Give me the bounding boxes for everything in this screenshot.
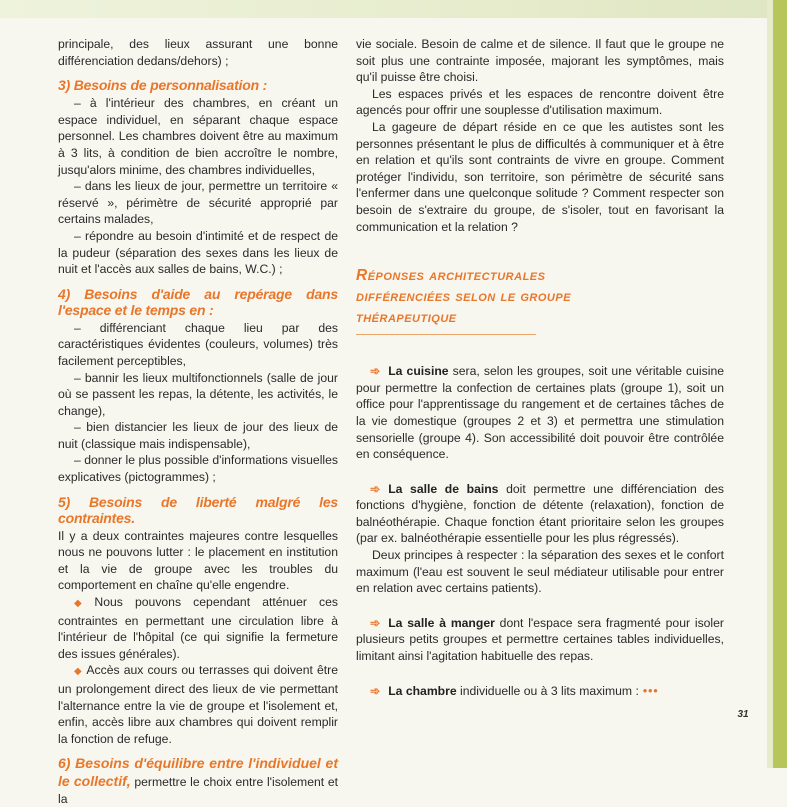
arrow-icon: ➾ (370, 481, 381, 496)
para-bains: ➾ La salle de bains doit permettre une différenciation des fonctions d'hygiène, fonction de détente (relaxation), fonction de balnéothérapie. Chaque fonction étant prioritaire selon les groupes (par ex. balnéothérapie essentielle pour les plus régressés). (356, 481, 724, 546)
para-6: 6) Besoins d'équilibre entre l'individuel et le collectif, permettre le choix entre l'isolement et la (58, 755, 338, 806)
para-3b: – dans les lieux de jour, permettre un territoire « réservé », périmètre de sécurité approprié par certains malades, (58, 179, 338, 227)
page-edge-band (773, 0, 787, 768)
para-3a: – à l'intérieur des chambres, en créant un espace individuel, en séparant chaque espace personnel. Les chambres doivent être au maximum à 3 lits, à condition de bien accroître le nombre, jusqu'alors minime, des chambres individuelles, (58, 96, 338, 177)
para-cuisine: ➾ La cuisine sera, selon les groupes, soit une véritable cuisine pour permettre la confection de certaines plats (groupe 1), soit un office pour l'apprentissage du rangement et de certaines tâches de la vie domestique (groupes 2 et 3) et permettra une stimulation sensorielle (groupe 4). Son accessibilité doit pouvoir être contrôlée en conséquence. (356, 364, 724, 462)
para-chambre: ➾ La chambre individuelle ou à 3 lits maximum : ••• (370, 683, 659, 698)
right-column (356, 36, 724, 699)
heading-reperage: 4) Besoins d'aide au repérage dans l'espace et le temps en : (58, 285, 338, 318)
diamond-bullet-icon: ◆ (74, 598, 91, 610)
left-column (58, 36, 338, 807)
top-strip (0, 0, 787, 18)
heading-personnalisation: 3) Besoins de personnalisation : (58, 77, 268, 94)
right-para-3: La gageure de départ réside en ce que les autistes sont les personnes présentant le plus de difficultés à communiquer et à être en relation et qu'ils sont contraints de vivre en groupe. Comment protéger l'individu, son territoire, son périmètre de sécurité sans l'enfermer dans une quelconque solitude ? Comment respecter son besoin de s'extraire du groupe, de s'isoler, tout en favorisant la communication et la relation ? (356, 119, 724, 234)
para-5c: ◆ Accès aux cours ou terrasses qui doivent être un prolongement direct des lieux de vie permettant l'alternance entre la vie de groupe et l'isolement et, enfin, accès libre aux chambres qui doivent remplir la fonction de refuge. (58, 663, 338, 746)
para-4c: – bien distancier les lieux de jour des lieux de nuit (classique mais indispensable), (58, 420, 338, 451)
arrow-icon: ➾ (370, 364, 381, 379)
para-manger: ➾ La salle à manger dont l'espace sera fragmenté pour isoler plusieurs petits groupes et permettre certaines tables individuelles, limitant ainsi l'agitation habituelle des repas. (356, 615, 724, 664)
para-3c: – répondre au besoin d'intimité et de respect de la pudeur (séparation des sexes dans les lieux de nuit et l'accès aux salles de bains, W.C.) ; (58, 228, 338, 277)
right-para-2: Les espaces privés et les espaces de rencontre doivent être agencés pour offrir une souplesse d'utilisation maximum. (356, 86, 724, 118)
right-para-1: vie sociale. Besoin de calme et de silence. Il faut que le groupe ne soit plus une contrainte imposée, majorant les symptômes, mais qu'il puisse être choisi. (356, 37, 724, 85)
para-bains-2: Deux principes à respecter : la séparation des sexes et le confort maximum (l'eau est souvent le seul médiateur utilisable pour entrer en relation avec certains patients). (356, 548, 724, 596)
para-4d: – donner le plus possible d'informations visuelles explicatives (pictogrammes) ; (58, 453, 338, 485)
arrow-icon: ➾ (370, 615, 381, 630)
heading-equilibre: 6) Besoins d'équilibre entre l'individuel et le collectif, (58, 755, 338, 789)
section-title: Réponses architecturales différenciées selon le groupe thérapeutique (356, 267, 572, 327)
para-4a: – différenciant chaque lieu par des caractéristiques évidentes (couleurs, volumes) très facilement perceptibles, (58, 320, 338, 368)
para-5a: Il y a deux contraintes majeures contre lesquelles nous ne pouvons lutter : le placement en institution et la vie de groupe avec les troubles du comportement en chaîne qu'elle engendre. (58, 528, 338, 593)
left-intro: principale, des lieux assurant une bonne différenciation dedans/dehors) ; (58, 37, 338, 68)
page-number: 31 (737, 709, 749, 720)
heading-liberte: 5) Besoins de liberté malgré les contraintes. (58, 493, 338, 526)
dots-icon: ••• (642, 683, 659, 698)
title-rule (356, 334, 536, 335)
para-5b: ◆ Nous pouvons cependant atténuer ces contraintes en permettant une circulation libre à l'intérieur de l'hôpital (ce qui signifie la fermeture des issues générales). (58, 595, 338, 661)
para-4b: – bannir les lieux multifonctionnels (salle de jour où se passent les repas, la détente, les activités, le change), (58, 370, 338, 418)
arrow-icon: ➾ (370, 683, 381, 698)
diamond-bullet-icon: ◆ (74, 666, 83, 678)
